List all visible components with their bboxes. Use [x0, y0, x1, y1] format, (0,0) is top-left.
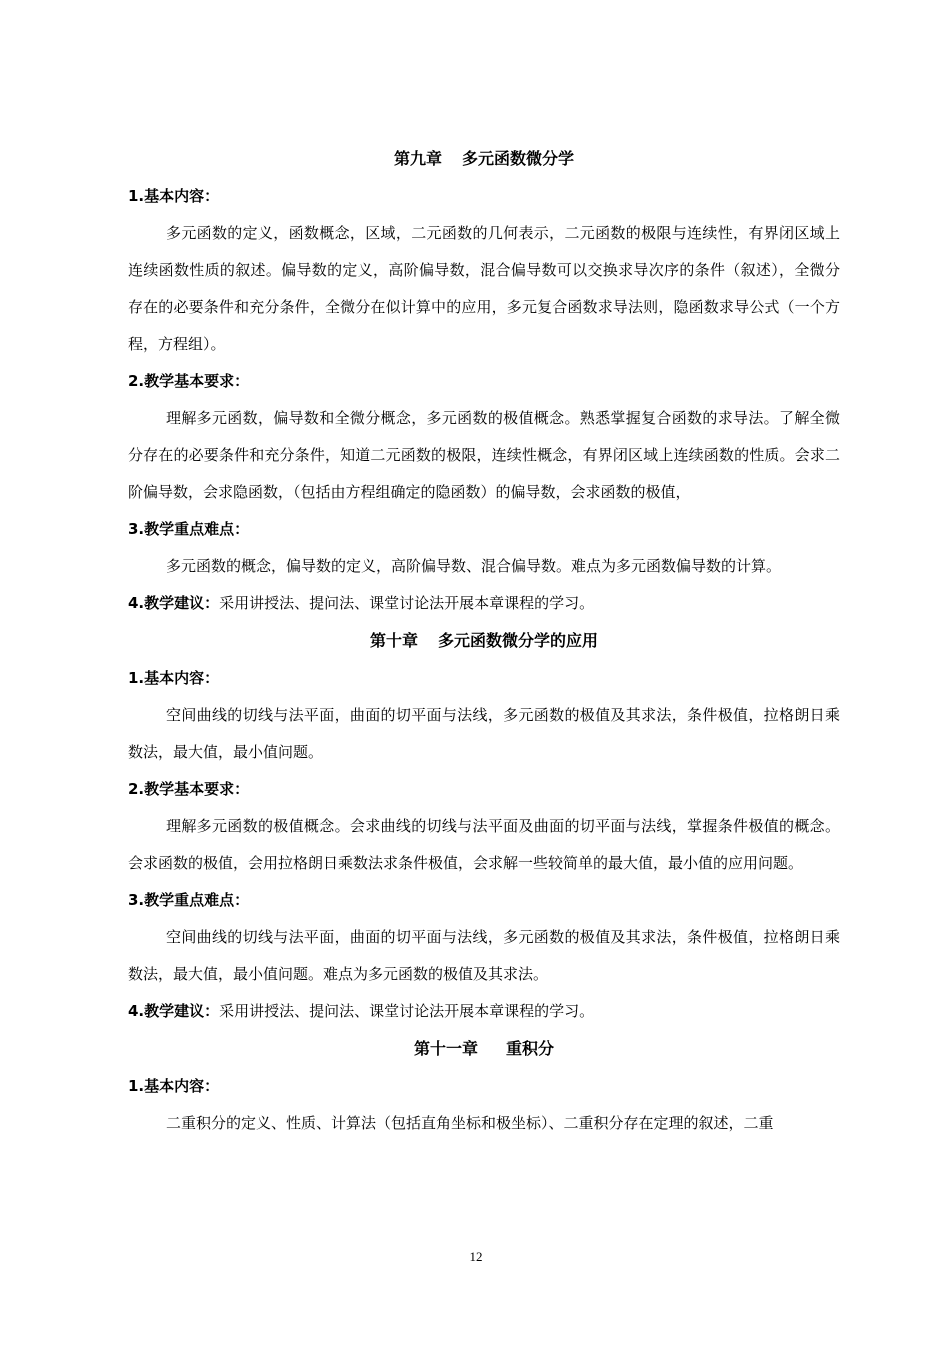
section-heading: 3.教学重点难点：	[128, 891, 250, 909]
section-heading: 2.教学基本要求：	[128, 780, 250, 798]
section-paragraph: 多元函数的定义，函数概念，区域，二元函数的几何表示，二元函数的极限与连续性，有界闭区域上连续函数性质的叙述。偏导数的定义，高阶偏导数，混合偏导数可以交换求导次序的条件（叙述），全微分存在的必要条件和充分条件，全微分在似计算中的应用，多元复合函数求导法则，隐函数求导公式（一个方程，方程组）。	[128, 224, 840, 353]
section-paragraph: 二重积分的定义、性质、计算法（包括直角坐标和极坐标）、二重积分存在定理的叙述，二重	[166, 1114, 774, 1132]
chapter-name: 重积分	[506, 1039, 555, 1058]
suggestion-line	[128, 993, 840, 1030]
section-paragraph: 空间曲线的切线与法平面，曲面的切平面与法线，多元函数的极值及其求法，条件极值，拉格朗日乘数法，最大值，最小值问题。	[128, 706, 840, 761]
section-heading: 2.教学基本要求：	[128, 372, 250, 390]
document-page	[128, 140, 840, 1142]
section-paragraph: 空间曲线的切线与法平面，曲面的切平面与法线，多元函数的极值及其求法，条件极值，拉格朗日乘数法，最大值，最小值问题。难点为多元函数的极值及其求法。	[128, 928, 840, 983]
section-paragraph: 理解多元函数的极值概念。会求曲线的切线与法平面及曲面的切平面与法线，掌握条件极值的概念。会求函数的极值，会用拉格朗日乘数法求条件极值，会求解一些较简单的最大值，最小值的应用问题。	[128, 817, 840, 872]
page-number: 12	[469, 1249, 483, 1264]
suggestion-line	[128, 585, 840, 622]
chapter-title	[128, 1030, 840, 1068]
chapter-number: 第九章	[393, 149, 442, 168]
chapter-number: 第十一章	[413, 1039, 478, 1058]
suggestion-label: 4.教学建议：	[128, 594, 220, 612]
chapter-number: 第十章	[369, 631, 418, 650]
suggestion-text: 采用讲授法、提问法、课堂讨论法开展本章课程的学习。	[219, 1002, 595, 1020]
chapter-name: 多元函数微分学的应用	[438, 631, 599, 650]
section-heading: 1.基本内容：	[128, 669, 220, 687]
section-paragraph: 理解多元函数，偏导数和全微分概念，多元函数的极值概念。熟悉掌握复合函数的求导法。了解全微分存在的必要条件和充分条件，知道二元函数的极限，连续性概念，有界闭区域上连续函数的性质。会求二阶偏导数，会求隐函数，（包括由方程组确定的隐函数）的偏导数，会求函数的极值，	[128, 409, 840, 501]
chapter-title	[128, 140, 840, 178]
section-heading: 3.教学重点难点：	[128, 520, 250, 538]
section-heading: 1.基本内容：	[128, 187, 220, 205]
section-heading: 1.基本内容：	[128, 1077, 220, 1095]
section-paragraph: 多元函数的概念，偏导数的定义，高阶偏导数、混合偏导数。难点为多元函数偏导数的计算。	[166, 557, 782, 575]
suggestion-label: 4.教学建议：	[128, 1002, 220, 1020]
suggestion-text: 采用讲授法、提问法、课堂讨论法开展本章课程的学习。	[219, 594, 595, 612]
chapter-title	[128, 622, 840, 660]
chapter-name: 多元函数微分学	[462, 149, 575, 168]
